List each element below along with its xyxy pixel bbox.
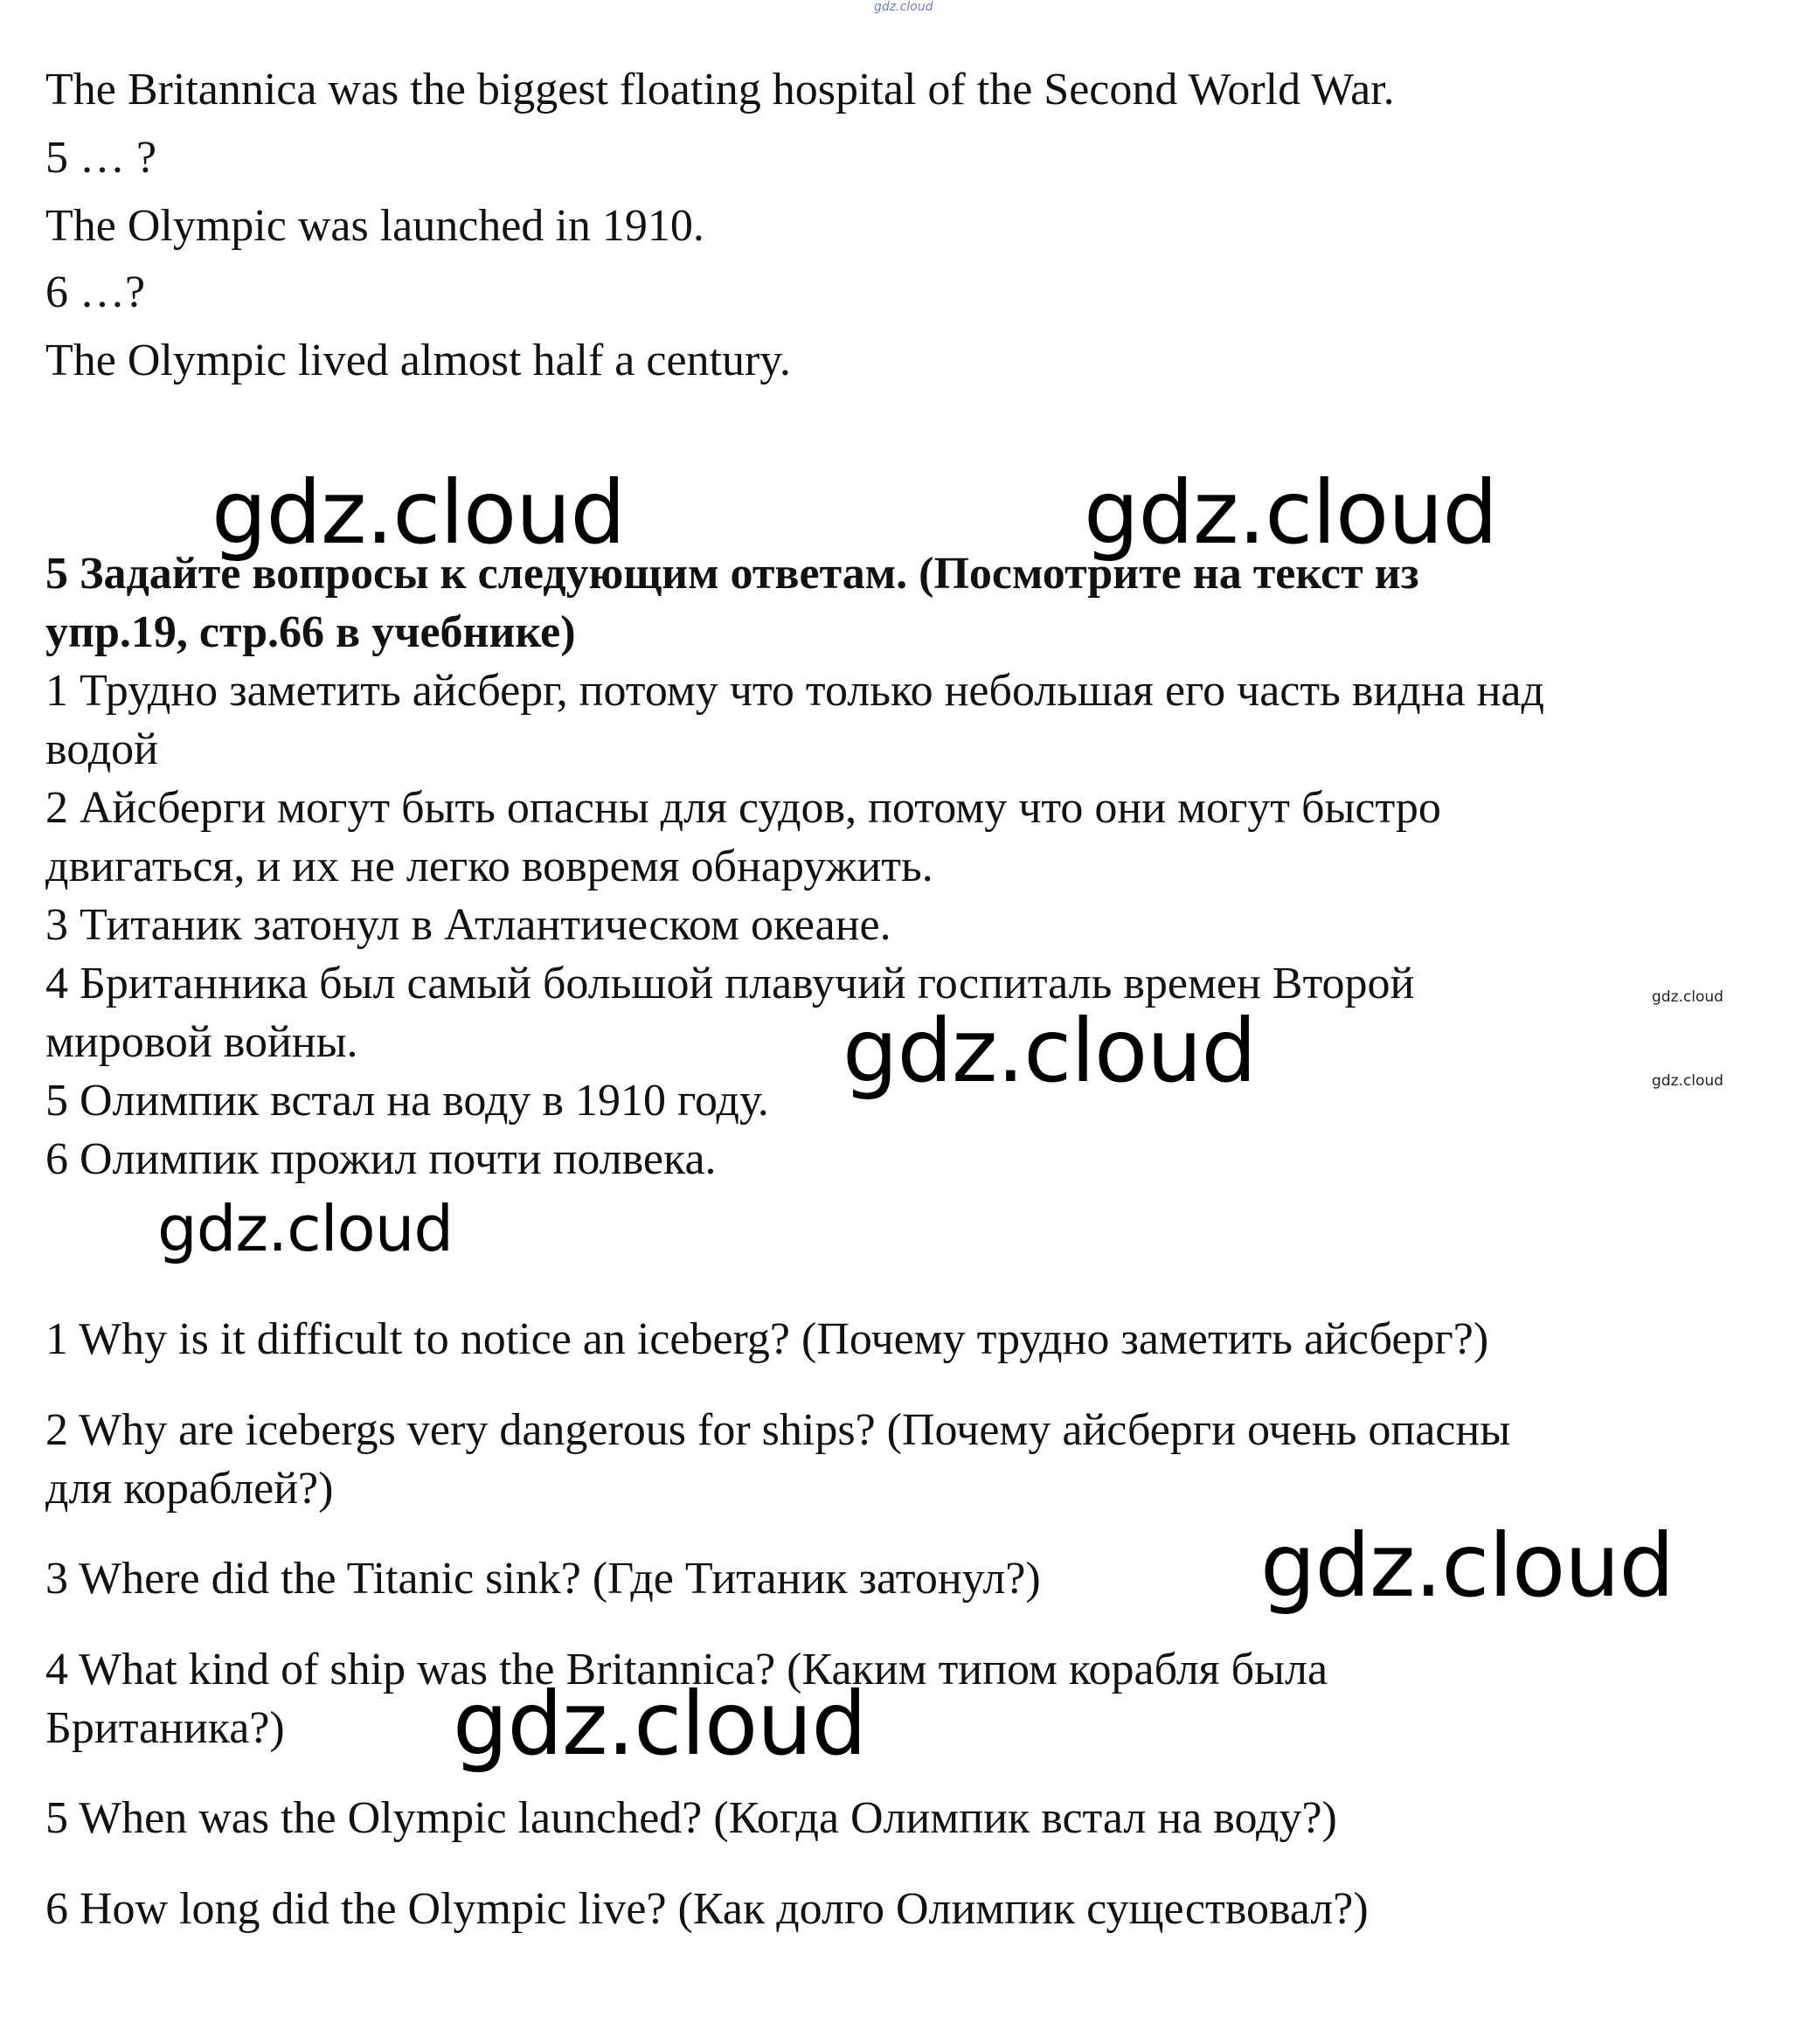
watermark: gdz.cloud [157, 1192, 454, 1265]
question-line-6: 6 How long did the Olympic live? (Как долго Олимпик существовал?) [45, 1884, 1369, 1934]
statement-line: 2 Айсберги могут быть опасны для судов, потому что они могут быстро [45, 783, 1441, 833]
question-line-4-cont: Британика?) [45, 1703, 285, 1753]
task-title-line-1: 5 Задайте вопросы к следующим ответам. (Посмотрите на текст из [45, 549, 1419, 599]
answer-line-olympic-launched: The Olympic was launched in 1910. [45, 201, 704, 251]
watermark: gdz.cloud [1260, 1514, 1675, 1617]
statement-line: мировой войны. [45, 1017, 358, 1067]
watermark-small: gdz.cloud [1652, 1072, 1723, 1090]
statement-line: 4 Британника был самый большой плавучий госпиталь времен Второй [45, 959, 1415, 1008]
watermark-small: gdz.cloud [1652, 988, 1723, 1006]
statement-line: 6 Олимпик прожил почти полвека. [45, 1134, 717, 1184]
question-line-5: 5 When was the Olympic launched? (Когда Олимпик встал на воду?) [45, 1793, 1337, 1843]
question-line-3: 3 Where did the Titanic sink? (Где Титаник затонул?) [45, 1554, 1041, 1604]
statement-line: двигаться, и их не легко вовремя обнаружить. [45, 842, 933, 891]
statement-line: водой [45, 724, 158, 774]
question-placeholder-5: 5 … ? [45, 133, 157, 183]
answer-line-olympic-lived: The Olympic lived almost half a century. [45, 336, 791, 385]
question-placeholder-6: 6 …? [45, 267, 146, 317]
statement-line: 1 Трудно заметить айсберг, потому что только небольшая его часть видна над [45, 666, 1544, 716]
watermark-top: gdz.cloud [874, 0, 933, 14]
answer-line-britannica: The Britannica was the biggest floating hospital of the Second World War. [45, 65, 1395, 114]
question-line-2-cont: для кораблей?) [45, 1464, 334, 1514]
watermark: gdz.cloud [1084, 461, 1498, 564]
task-title-line-2: упр.19, стр.66 в учебнике) [45, 607, 576, 657]
question-line-1: 1 Why is it difficult to notice an iceberg? (Почему трудно заметить айсберг?) [45, 1314, 1489, 1364]
question-line-4: 4 What kind of ship was the Britannica? (Каким типом корабля была [45, 1645, 1328, 1694]
statement-line: 5 Олимпик встал на воду в 1910 году. [45, 1076, 769, 1126]
statement-line: 3 Титаник затонул в Атлантическом океане. [45, 900, 891, 950]
watermark: gdz.cloud [212, 461, 626, 564]
question-line-2: 2 Why are icebergs very dangerous for ships? (Почему айсберги очень опасны [45, 1405, 1511, 1455]
watermark: gdz.cloud [843, 1000, 1257, 1102]
watermark: gdz.cloud [453, 1673, 867, 1775]
